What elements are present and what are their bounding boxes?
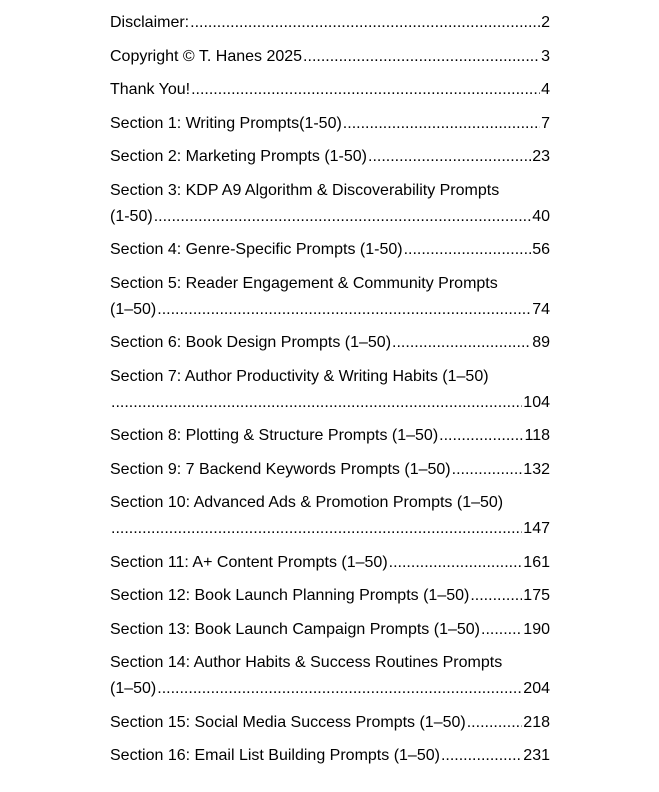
toc-entry-section-5[interactable] bbox=[110, 271, 550, 323]
toc-entry-section-9[interactable] bbox=[110, 457, 550, 483]
toc-page-number: 161 bbox=[523, 553, 550, 571]
toc-title: Section 12: Book Launch Planning Prompts (1–50) bbox=[110, 587, 470, 604]
dot-leader bbox=[452, 457, 523, 483]
toc-entry-disclaimer[interactable] bbox=[110, 10, 550, 36]
toc-title: Section 14: Author Habits & Success Routines Prompts bbox=[110, 654, 503, 671]
dot-leader bbox=[392, 330, 531, 356]
dot-leader bbox=[481, 617, 522, 643]
toc-page-number: 204 bbox=[523, 680, 550, 697]
toc-entry-section-13[interactable] bbox=[110, 617, 550, 643]
toc-title: Section 7: Author Productivity & Writing Habits (1–50) bbox=[110, 367, 489, 385]
toc-entry-section-1[interactable] bbox=[110, 111, 550, 137]
toc-title: Section 16: Email List Building Prompts (1–50) bbox=[110, 747, 440, 764]
dot-leader bbox=[343, 111, 540, 137]
toc-page-number: 3 bbox=[541, 47, 550, 65]
toc-title: Section 10: Advanced Ads & Promotion Prompts (1–50) bbox=[110, 494, 504, 511]
toc-title: Section 4: Genre-Specific Prompts (1-50) bbox=[110, 241, 403, 258]
toc-title-continued: (1-50) bbox=[110, 207, 153, 225]
toc-title: Section 15: Social Media Success Prompts (1–50) bbox=[110, 713, 466, 731]
toc-title: Section 13: Book Launch Campaign Prompts (1–50) bbox=[110, 620, 480, 638]
toc-page-number: 23 bbox=[532, 148, 550, 165]
toc-entry-section-8[interactable] bbox=[110, 423, 550, 449]
dot-leader bbox=[470, 583, 522, 609]
dot-leader bbox=[111, 390, 522, 416]
toc-page-number: 4 bbox=[541, 81, 550, 98]
toc-entry-section-11[interactable] bbox=[110, 550, 550, 576]
toc-page-number: 175 bbox=[523, 587, 550, 604]
toc-page-number: 7 bbox=[541, 114, 550, 132]
toc-entry-section-7[interactable] bbox=[110, 364, 550, 416]
toc-title: Thank You! bbox=[110, 81, 191, 98]
dot-leader bbox=[154, 204, 532, 230]
toc-page-number: 190 bbox=[523, 620, 550, 638]
dot-leader bbox=[190, 10, 540, 36]
dot-leader bbox=[157, 676, 522, 702]
dot-leader bbox=[303, 44, 540, 70]
toc-title: Section 3: KDP A9 Algorithm & Discoverability Prompts bbox=[110, 181, 500, 199]
toc-page-number: 56 bbox=[532, 241, 550, 258]
toc-page-number: 132 bbox=[523, 460, 550, 478]
dot-leader bbox=[389, 550, 523, 576]
toc-title: Section 8: Plotting & Structure Prompts (1–50) bbox=[110, 427, 439, 444]
toc-title: Section 6: Book Design Prompts (1–50) bbox=[110, 334, 392, 351]
toc-title: Section 1: Writing Prompts(1-50) bbox=[110, 114, 342, 132]
dot-leader bbox=[441, 743, 522, 769]
toc-page-number: 40 bbox=[532, 207, 550, 225]
dot-leader bbox=[111, 516, 522, 542]
toc-title: Disclaimer: bbox=[110, 14, 190, 31]
toc-page-number: 104 bbox=[523, 393, 550, 411]
toc-entry-section-12[interactable] bbox=[110, 583, 550, 609]
toc-entry-section-16[interactable] bbox=[110, 743, 550, 769]
toc-page-number: 231 bbox=[523, 747, 550, 764]
toc-title: Section 2: Marketing Prompts (1-50) bbox=[110, 148, 367, 165]
toc-page-number: 74 bbox=[532, 300, 550, 318]
toc-entry-section-6[interactable] bbox=[110, 330, 550, 356]
dot-leader bbox=[439, 423, 523, 449]
dot-leader bbox=[404, 237, 532, 263]
toc-entry-section-15[interactable] bbox=[110, 710, 550, 736]
toc-title: Section 5: Reader Engagement & Community Prompts bbox=[110, 274, 498, 292]
toc-title-continued: (1–50) bbox=[110, 300, 157, 318]
toc-page-number: 89 bbox=[532, 334, 550, 351]
dot-leader bbox=[191, 77, 540, 103]
toc-entry-section-4[interactable] bbox=[110, 237, 550, 263]
toc-entry-section-14[interactable] bbox=[110, 650, 550, 702]
toc-page-number: 118 bbox=[524, 427, 550, 444]
toc-title-continued: (1–50) bbox=[110, 680, 157, 697]
toc-entry-copyright[interactable] bbox=[110, 44, 550, 70]
toc-title: Section 11: A+ Content Prompts (1–50) bbox=[110, 553, 388, 571]
dot-leader bbox=[157, 297, 531, 323]
toc-page-number: 2 bbox=[541, 14, 550, 31]
toc-page-number: 147 bbox=[523, 520, 550, 537]
toc-entry-section-2[interactable] bbox=[110, 144, 550, 170]
toc-page-number: 218 bbox=[523, 713, 550, 731]
toc-entry-thank-you[interactable] bbox=[110, 77, 550, 103]
toc-title: Section 9: 7 Backend Keywords Prompts (1–50) bbox=[110, 460, 451, 478]
dot-leader bbox=[368, 144, 531, 170]
dot-leader bbox=[467, 710, 523, 736]
toc-entry-section-10[interactable] bbox=[110, 490, 550, 542]
toc-entry-section-3[interactable] bbox=[110, 178, 550, 230]
toc-title: Copyright © T. Hanes 2025 bbox=[110, 47, 303, 65]
table-of-contents bbox=[110, 10, 550, 777]
